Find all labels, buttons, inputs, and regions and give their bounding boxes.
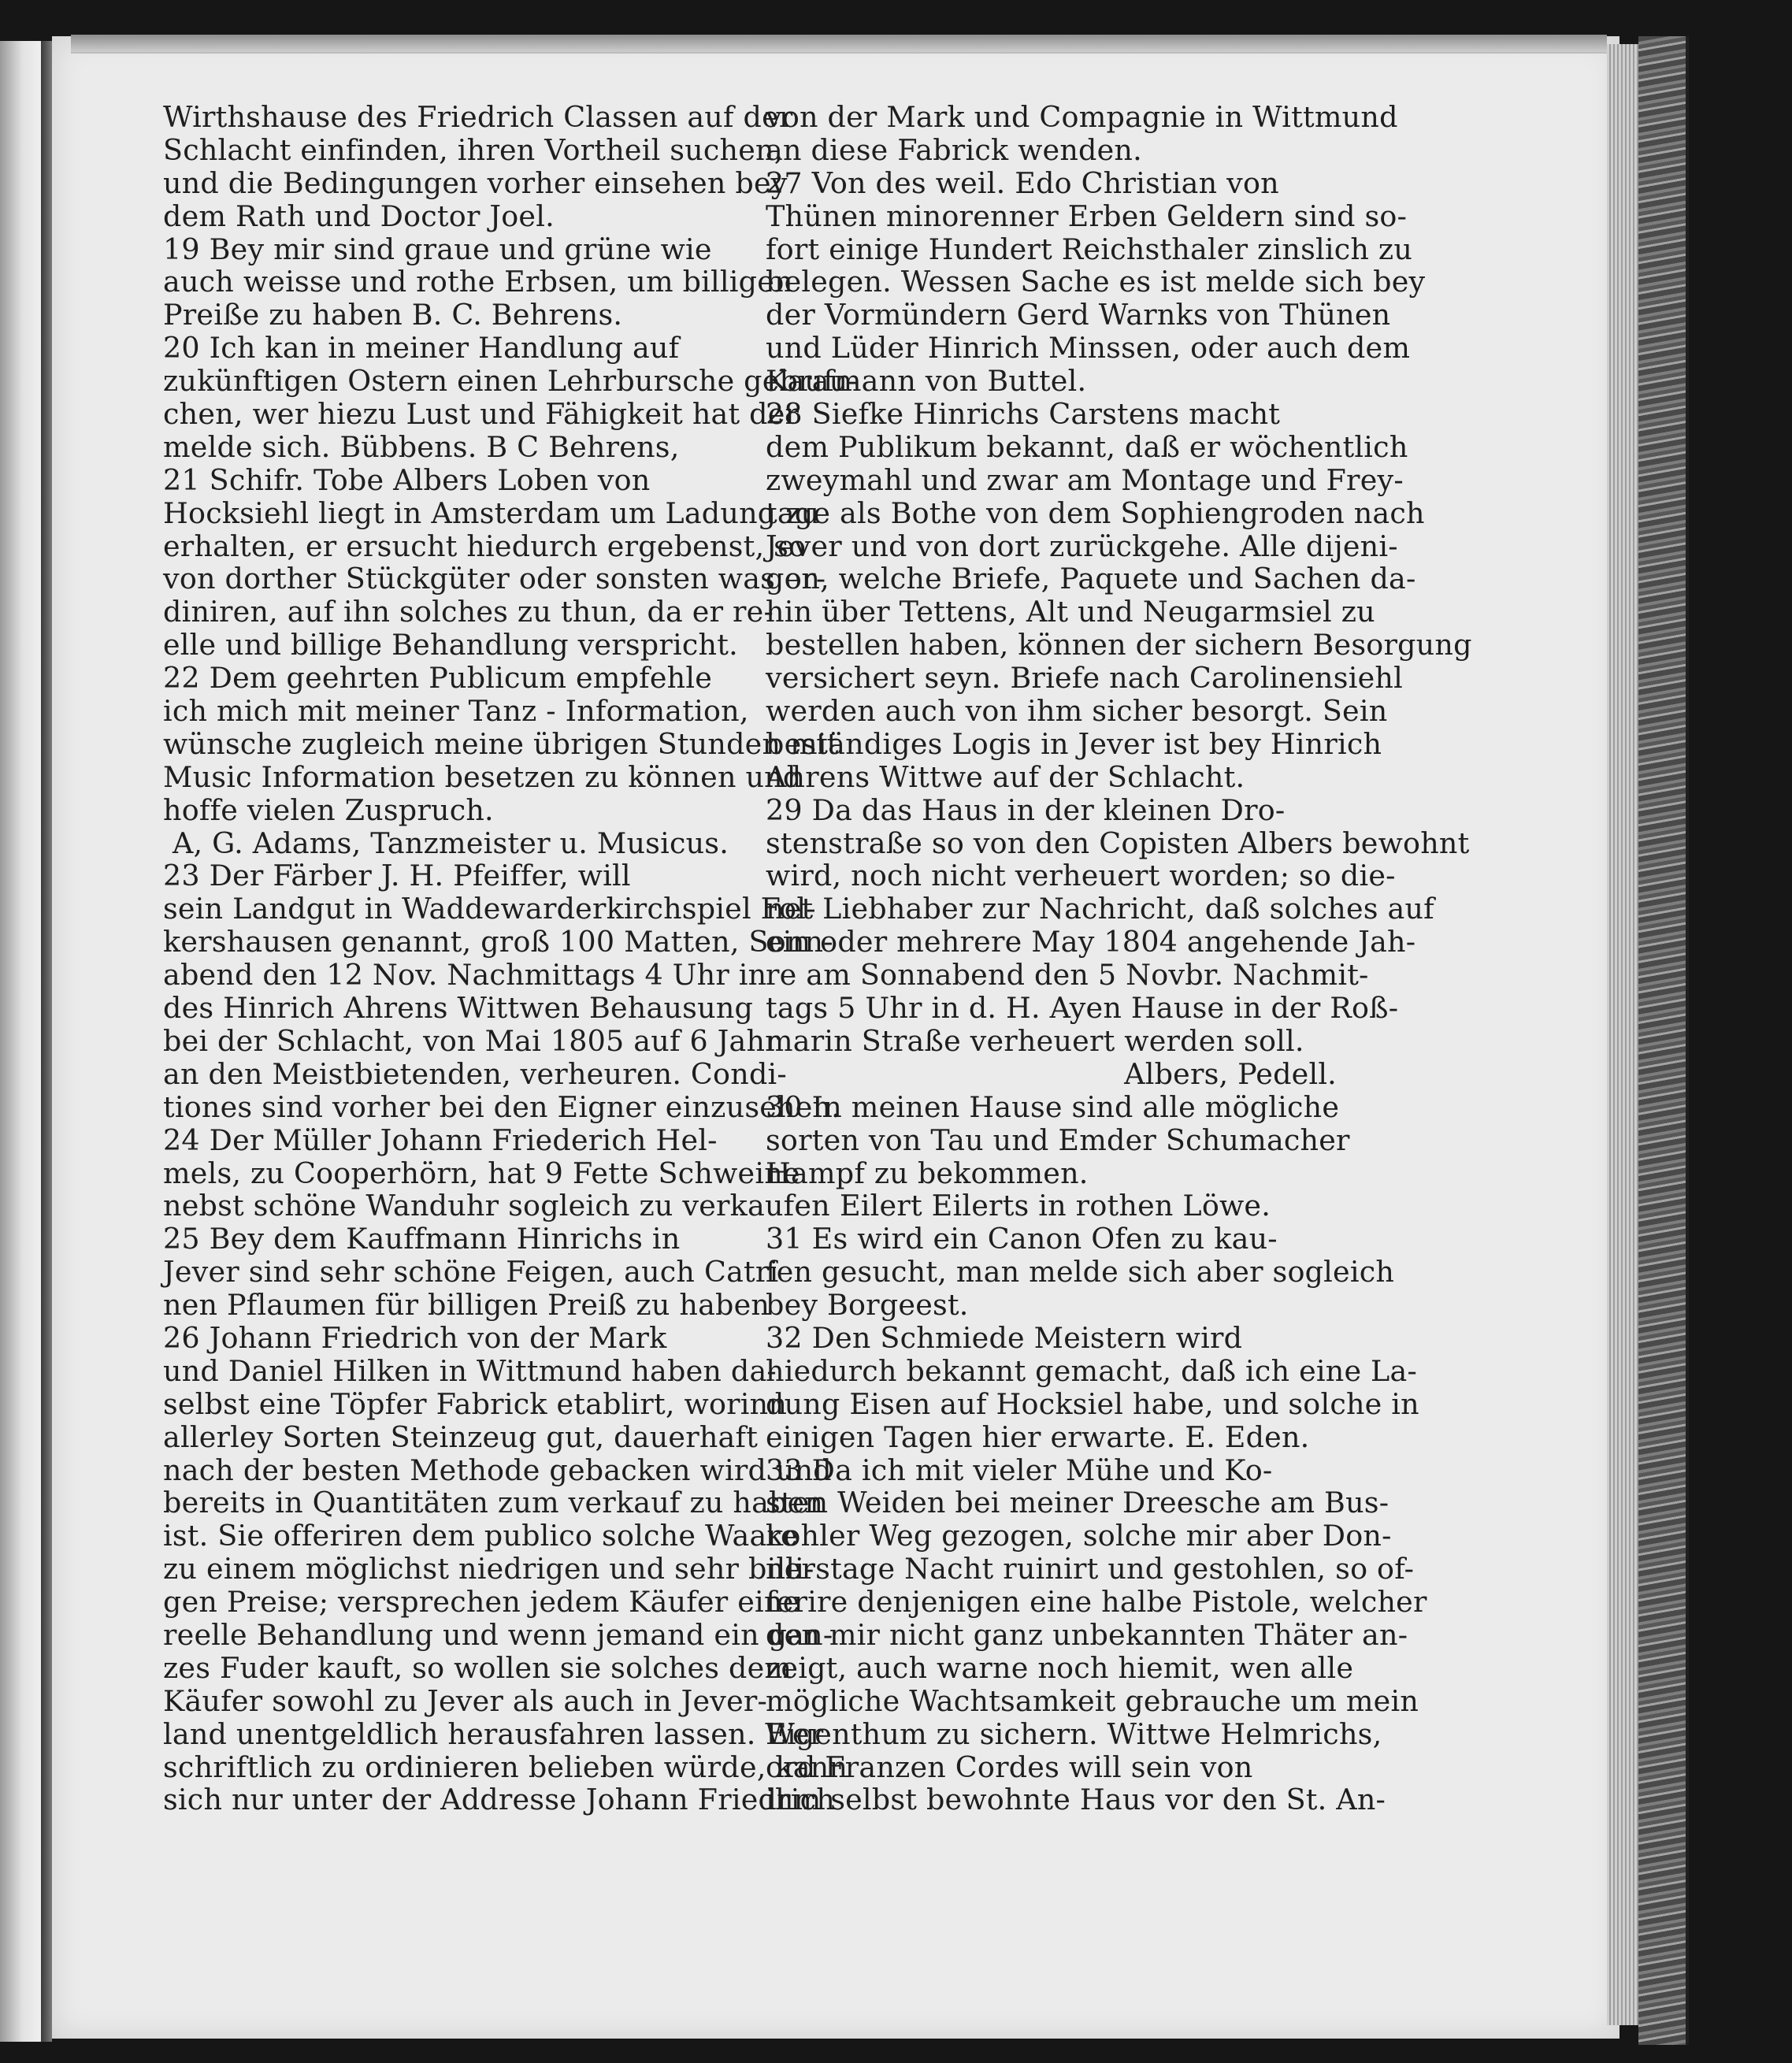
text-line: fort einige Hundert Reichsthaler zinslich zu — [766, 232, 1413, 266]
text-line: ord Franzen Cordes will sein von — [766, 1749, 1253, 1784]
text-line: A, G. Adams, Tanzmeister u. Musicus. — [172, 826, 729, 860]
text-line: land unentgeldlich herausfahren lassen. Wer — [163, 1716, 824, 1751]
text-line: Hocksiehl liegt in Amsterdam um Ladung zu — [163, 495, 820, 530]
text-line: an diese Fabrick wenden. — [766, 132, 1142, 167]
text-line: kershausen genannt, groß 100 Matten, Sonn- — [163, 925, 833, 959]
text-line: einigen Tagen hier erwarte. E. Eden. — [766, 1419, 1310, 1454]
text-line: erhalten, er ersucht hiedurch ergebenst, so — [163, 529, 807, 563]
text-line: zeigt, auch warne noch hiemit, wen alle — [766, 1650, 1354, 1685]
text-line: bey Borgeest. — [766, 1288, 969, 1323]
text-line: tage als Bothe von dem Sophiengroden nach — [766, 495, 1425, 530]
text-line: Jever sind sehr schöne Feigen, auch Catri — [163, 1255, 779, 1289]
text-line: dem Publikum bekannt, daß er wöchentlich — [766, 429, 1408, 464]
text-line: selbst eine Töpfer Fabrick etablirt, worinn — [163, 1386, 788, 1421]
text-line: mels, zu Cooperhörn, hat 9 Fette Schweine — [163, 1156, 800, 1190]
text-line: schriftlich zu ordinieren belieben würde, kann — [163, 1749, 848, 1784]
text-line: zes Fuder kauft, so wollen sie solches dem — [163, 1650, 792, 1685]
text-line: 28 Siefke Hinrichs Carstens macht — [766, 397, 1281, 432]
text-line: diniren, auf ihn solches zu thun, da er re- — [163, 595, 774, 629]
text-line: und Daniel Hilken in Wittmund haben da- — [163, 1353, 777, 1388]
text-line: zweymahl und zwar am Montage und Frey- — [766, 462, 1404, 497]
text-line: Wirthshause des Friedrich Classen auf der — [163, 100, 793, 134]
text-line: beständiges Logis in Jever ist bey Hinrich — [766, 726, 1382, 761]
text-line: ich mich mit meiner Tanz - Information, — [163, 694, 749, 729]
text-line: Preiße zu haben B. C. Behrens. — [163, 298, 623, 332]
text-line: von dorther Stückgüter oder sonsten was or- — [163, 562, 826, 596]
text-line: 32 Den Schmiede Meistern wird — [766, 1320, 1243, 1355]
left-text-column — [163, 100, 858, 1817]
text-line: mögliche Wachtsamkeit gebrauche um mein — [766, 1683, 1419, 1718]
text-line: bestellen haben, können der sichern Besorgung — [766, 628, 1472, 662]
text-line: Ahrens Wittwe auf der Schlacht. — [766, 759, 1245, 794]
text-line: 30 In meinen Hause sind alle mögliche — [766, 1089, 1340, 1124]
text-line: nerstage Nacht ruinirt und gestohlen, so of- — [766, 1552, 1415, 1586]
text-line: nebst schöne Wanduhr sogleich zu verkaufen — [163, 1189, 830, 1223]
text-line: allerley Sorten Steinzeug gut, dauerhaft — [163, 1419, 759, 1454]
text-line: melde sich. Bübbens. B C Behrens, — [163, 429, 680, 464]
text-line: chen, wer hiezu Lust und Fähigkeit hat der — [163, 397, 800, 432]
text-line: sich nur unter der Addresse Johann Friedrich — [163, 1783, 835, 1817]
text-line: 23 Der Färber J. H. Pfeiffer, will — [163, 859, 631, 893]
text-line: und Lüder Hinrich Minssen, oder auch dem — [766, 331, 1411, 365]
text-line: 24 Der Müller Johann Friederich Hel- — [163, 1122, 718, 1157]
text-line: und die Bedingungen vorher einsehen bey — [163, 165, 788, 200]
text-line: bereits in Quantitäten zum verkauf zu haben — [163, 1486, 824, 1520]
text-line: ein oder mehrere May 1804 angehende Jah- — [766, 925, 1416, 959]
text-line: net Liebhaber zur Nachricht, daß solches auf — [766, 892, 1434, 926]
text-line: 25 Bey dem Kauffmann Hinrichs in — [163, 1222, 681, 1256]
text-line: gen Preise; versprechen jedem Käufer eine — [163, 1585, 800, 1620]
text-line: des Hinrich Ahrens Wittwen Behausung — [163, 991, 754, 1026]
text-line: dung Eisen auf Hocksiel habe, und solche in — [766, 1386, 1419, 1421]
text-line: 19 Bey mir sind graue und grüne wie — [163, 232, 712, 266]
text-line: ist. Sie offeriren dem publico solche Waare — [163, 1519, 798, 1553]
text-line: Music Information besetzen zu können und — [163, 759, 802, 794]
text-line: Albers, Pedell. — [1124, 1056, 1337, 1091]
text-line: 33 Da ich mit vieler Mühe und Ko- — [766, 1453, 1273, 1487]
text-line: Jever und von dort zurückgehe. Alle dijeni- — [766, 529, 1398, 563]
text-line: kohler Weg gezogen, solche mir aber Don- — [766, 1519, 1392, 1553]
text-line: hin über Tettens, Alt und Neugarmsiel zu — [766, 595, 1375, 629]
text-line: ferire denjenigen eine halbe Pistole, welcher — [766, 1585, 1427, 1620]
text-line: elle und billige Behandlung verspricht. — [163, 628, 738, 662]
text-line: 20 Ich kan in meiner Handlung auf — [163, 331, 680, 365]
text-line: nach der besten Methode gebacken wird und — [163, 1453, 832, 1487]
text-line: belegen. Wessen Sache es ist melde sich bey — [766, 265, 1426, 299]
text-line: Eigenthum zu sichern. Wittwe Helmrichs, — [766, 1716, 1382, 1751]
text-line: Schlacht einfinden, ihren Vortheil suchen, — [163, 132, 784, 167]
text-line: 31 Es wird ein Canon Ofen zu kau- — [766, 1222, 1278, 1256]
text-line: 26 Johann Friedrich von der Mark — [163, 1320, 667, 1355]
facing-page-edge — [0, 41, 41, 2042]
text-line: 21 Schifr. Tobe Albers Loben von — [163, 462, 651, 497]
text-line: hoffe vielen Zuspruch. — [163, 792, 494, 827]
text-line: wird, noch nicht verheuert worden; so die- — [766, 859, 1396, 893]
text-line: den mir nicht ganz unbekannten Thäter an- — [766, 1617, 1408, 1652]
text-line: sten Weiden bei meiner Dreesche am Bus- — [766, 1486, 1389, 1520]
text-line: sorten von Tau und Emder Schumacher — [766, 1122, 1350, 1157]
text-line: ihm selbst bewohnte Haus vor den St. An- — [766, 1783, 1386, 1817]
text-line: tags 5 Uhr in d. H. Ayen Hause in der Roß- — [766, 991, 1399, 1026]
text-line: an den Meistbietenden, verheuren. Condi- — [163, 1056, 787, 1091]
text-line: zu einem möglichst niedrigen und sehr billi- — [163, 1552, 814, 1586]
text-line: 22 Dem geehrten Publicum empfehle — [163, 661, 713, 696]
text-line: auch weisse und rothe Erbsen, um billigen — [163, 265, 793, 299]
book-gutter — [41, 41, 52, 2042]
text-line: gen, welche Briefe, Paquete und Sachen da- — [766, 562, 1416, 596]
text-line: Thünen minorenner Erben Geldern sind so- — [766, 199, 1408, 233]
text-line: stenstraße so von den Copisten Albers bewohnt — [766, 826, 1470, 860]
text-line: Hampf zu bekommen. — [766, 1156, 1089, 1190]
text-line: dem Rath und Doctor Joel. — [163, 199, 555, 233]
text-line: von der Mark und Compagnie in Wittmund — [766, 100, 1398, 134]
text-line: re am Sonnabend den 5 Novbr. Nachmit- — [766, 958, 1369, 993]
page-top-edge — [71, 35, 1607, 54]
text-line: tiones sind vorher bei den Eigner einzusehen. — [163, 1089, 841, 1124]
text-line: marin Straße verheuert werden soll. — [766, 1023, 1304, 1058]
text-line: Kaufmann von Buttel. — [766, 364, 1087, 399]
text-line: Käufer sowohl zu Jever als auch in Jever- — [163, 1683, 768, 1718]
text-line: zukünftigen Ostern einen Lehrbursche gebrau- — [163, 364, 858, 399]
text-line: Eilert Eilerts in rothen Löwe. — [839, 1189, 1271, 1223]
text-line: bei der Schlacht, von Mai 1805 auf 6 Jahr — [163, 1023, 779, 1058]
right-text-column — [766, 100, 1472, 1817]
text-line: fen gesucht, man melde sich aber sogleich — [766, 1255, 1395, 1289]
text-line: abend den 12 Nov. Nachmittags 4 Uhr in — [163, 958, 767, 993]
text-line: wünsche zugleich meine übrigen Stunden mit — [163, 726, 839, 761]
text-line: nen Pflaumen für billigen Preiß zu haben — [163, 1288, 770, 1323]
text-line: hiedurch bekannt gemacht, daß ich eine La- — [766, 1353, 1417, 1388]
text-line: versichert seyn. Briefe nach Carolinensiehl — [766, 661, 1403, 696]
marbled-book-cover — [1638, 36, 1689, 2045]
text-line: sein Landgut in Waddewarderkirchspiel Fol- — [163, 892, 816, 926]
text-line: der Vormündern Gerd Warnks von Thünen — [766, 298, 1391, 332]
text-line: reelle Behandlung und wenn jemand ein gan- — [163, 1617, 833, 1652]
text-line: 29 Da das Haus in der kleinen Dro- — [766, 792, 1286, 827]
text-line: werden auch von ihm sicher besorgt. Sein — [766, 694, 1388, 729]
text-line: 27 Von des weil. Edo Christian von — [766, 165, 1279, 200]
